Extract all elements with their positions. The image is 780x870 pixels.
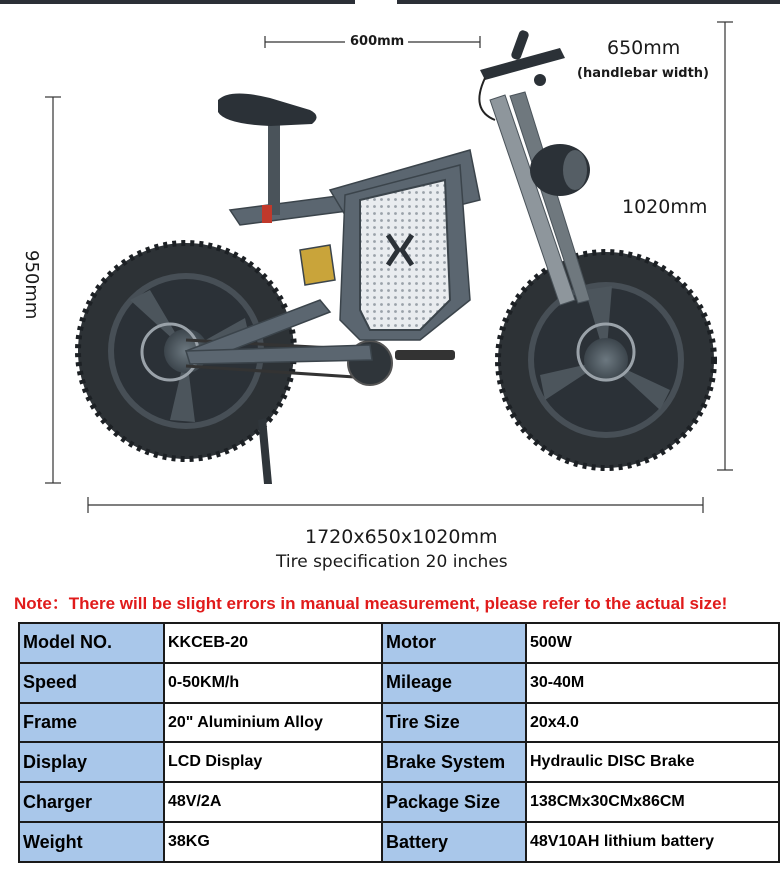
spec-label: Package Size	[382, 782, 526, 822]
spec-value: 30-40M	[526, 663, 779, 703]
spec-value: 500W	[526, 623, 779, 663]
spec-value: LCD Display	[164, 742, 382, 782]
handlebar-width-dimension: 650mm	[607, 37, 681, 59]
spec-value: Hydraulic DISC Brake	[526, 742, 779, 782]
front-wheel	[498, 252, 714, 468]
spec-label: Model NO.	[19, 623, 164, 663]
spec-label: Motor	[382, 623, 526, 663]
spec-label: Weight	[19, 822, 164, 862]
spec-label: Tire Size	[382, 703, 526, 743]
table-row	[19, 663, 779, 703]
spec-label: Mileage	[382, 663, 526, 703]
overall-dimension: 1720x650x1020mm	[305, 526, 498, 548]
front-end	[479, 29, 590, 305]
spec-value: KKCEB-20	[164, 623, 382, 663]
table-row	[19, 703, 779, 743]
seat-height-dimension: 950mm	[21, 250, 42, 320]
spec-label: Brake System	[382, 742, 526, 782]
measurement-note: Note：There will be slight errors in manual measurement, please refer to the actual size!	[14, 594, 728, 613]
spec-value: 48V10AH lithium battery	[526, 822, 779, 862]
spec-value: 38KG	[164, 822, 382, 862]
table-row	[19, 623, 779, 663]
spec-table	[18, 622, 780, 863]
spec-value: 138CMx30CMx86CM	[526, 782, 779, 822]
spec-value: 48V/2A	[164, 782, 382, 822]
seat-to-bar-dimension: 600mm	[350, 34, 405, 49]
table-row	[19, 782, 779, 822]
tire-specification: Tire specification 20 inches	[276, 552, 508, 572]
spec-label: Charger	[19, 782, 164, 822]
handlebar-width-note: (handlebar width)	[577, 66, 709, 81]
spec-label: Speed	[19, 663, 164, 703]
spec-label: Frame	[19, 703, 164, 743]
spec-value: 20x4.0	[526, 703, 779, 743]
height-dimension: 1020mm	[622, 196, 708, 218]
spec-label: Battery	[382, 822, 526, 862]
spec-value: 0-50KM/h	[164, 663, 382, 703]
table-row	[19, 822, 779, 862]
table-row	[19, 742, 779, 782]
spec-label: Display	[19, 742, 164, 782]
spec-value: 20" Aluminium Alloy	[164, 703, 382, 743]
